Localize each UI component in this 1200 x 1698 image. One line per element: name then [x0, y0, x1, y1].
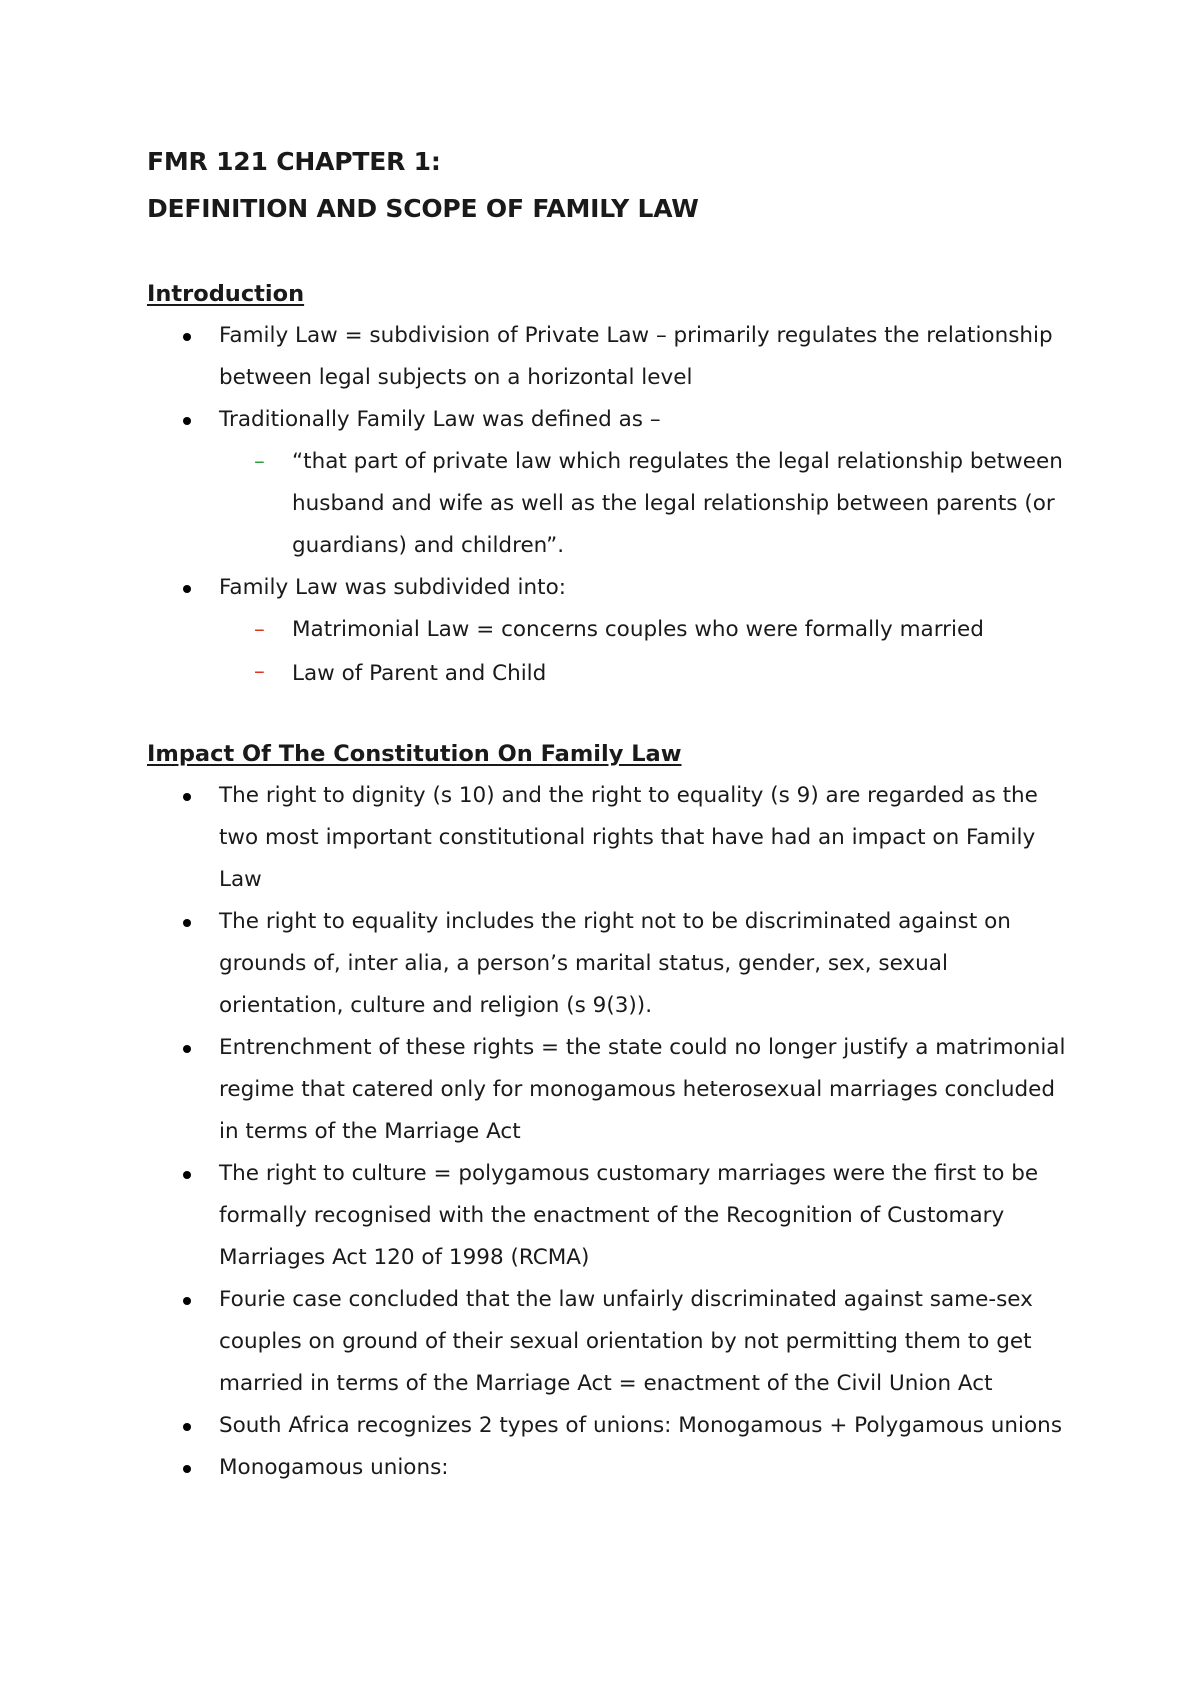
list-item: [147, 567, 1067, 695]
dash-icon: –: [254, 449, 265, 474]
list-item-text: Fourie case concluded that the law unfairly discriminated against same-sex couples on ground of their sexual orientation by not permitting them to get married in terms of the Marriage Act = enactment of the Civil Union Act: [219, 1287, 1033, 1396]
subdivision-text: Law of Parent and Child: [292, 661, 547, 686]
section-heading-introduction: Introduction: [147, 281, 305, 307]
list-item: [147, 775, 1067, 901]
sub-list-item: [219, 609, 1067, 651]
list-item-text: The right to culture = polygamous customary marriages were the first to be formally recognised with the enactment of the Recognition of Customary Marriages Act 120 of 1998 (RCMA): [219, 1161, 1039, 1270]
list-item: [147, 399, 1067, 567]
dash-icon: –: [254, 659, 265, 684]
sub-list-item: [219, 441, 1067, 567]
list-item-text: Traditionally Family Law was defined as –: [219, 407, 661, 432]
introduction-bullet-list: [147, 315, 1067, 695]
definition-sub-list: [219, 441, 1067, 567]
list-item-text: The right to dignity (s 10) and the right to equality (s 9) are regarded as the two most important constitutional rights that have had an impact on Family Law: [219, 783, 1038, 892]
bullet-icon: [183, 1045, 191, 1053]
list-item-text: Family Law = subdivision of Private Law – primarily regulates the relationship between legal subjects on a horizontal level: [219, 323, 1053, 390]
list-item-text: Entrenchment of these rights = the state could no longer justify a matrimonial regime that catered only for monogamous heterosexual marriages concluded in terms of the Marriage Act: [219, 1035, 1066, 1144]
bullet-icon: [183, 919, 191, 927]
subdivision-text: Matrimonial Law = concerns couples who were formally married: [292, 617, 984, 642]
bullet-icon: [183, 333, 191, 341]
list-item: [147, 1027, 1067, 1153]
section-heading-impact-of-constitution: Impact Of The Constitution On Family Law: [147, 741, 682, 767]
bullet-icon: [183, 1171, 191, 1179]
list-item-text: Family Law was subdivided into:: [219, 575, 566, 600]
dash-icon: –: [254, 617, 265, 642]
bullet-icon: [183, 1297, 191, 1305]
document-page: [147, 138, 1067, 1489]
bullet-icon: [183, 585, 191, 593]
document-title-line-1: FMR 121 CHAPTER 1:: [147, 147, 441, 176]
bullet-icon: [183, 417, 191, 425]
list-item: [147, 315, 1067, 399]
document-title-line-2: DEFINITION AND SCOPE OF FAMILY LAW: [147, 194, 699, 223]
list-item: [147, 1153, 1067, 1279]
bullet-icon: [183, 793, 191, 801]
impact-bullet-list: [147, 775, 1067, 1489]
bullet-icon: [183, 1465, 191, 1473]
list-item: [147, 1279, 1067, 1405]
list-item: [147, 1447, 1067, 1489]
bullet-icon: [183, 1423, 191, 1431]
list-item: [147, 901, 1067, 1027]
list-item-text: South Africa recognizes 2 types of unions: Monogamous + Polygamous unions: [219, 1413, 1063, 1438]
definition-quote-text: “that part of private law which regulates the legal relationship between husband and wife as well as the legal relationship between parents (or guardians) and children”.: [292, 449, 1063, 558]
subdivision-sub-list: [219, 609, 1067, 695]
sub-list-item: [219, 651, 1067, 695]
list-item: [147, 1405, 1067, 1447]
list-item-text: The right to equality includes the right not to be discriminated against on grounds of, inter alia, a person’s marital status, gender, sex, sexual orientation, culture and religion (s 9(3)).: [219, 909, 1011, 1018]
list-item-text: Monogamous unions:: [219, 1455, 449, 1480]
